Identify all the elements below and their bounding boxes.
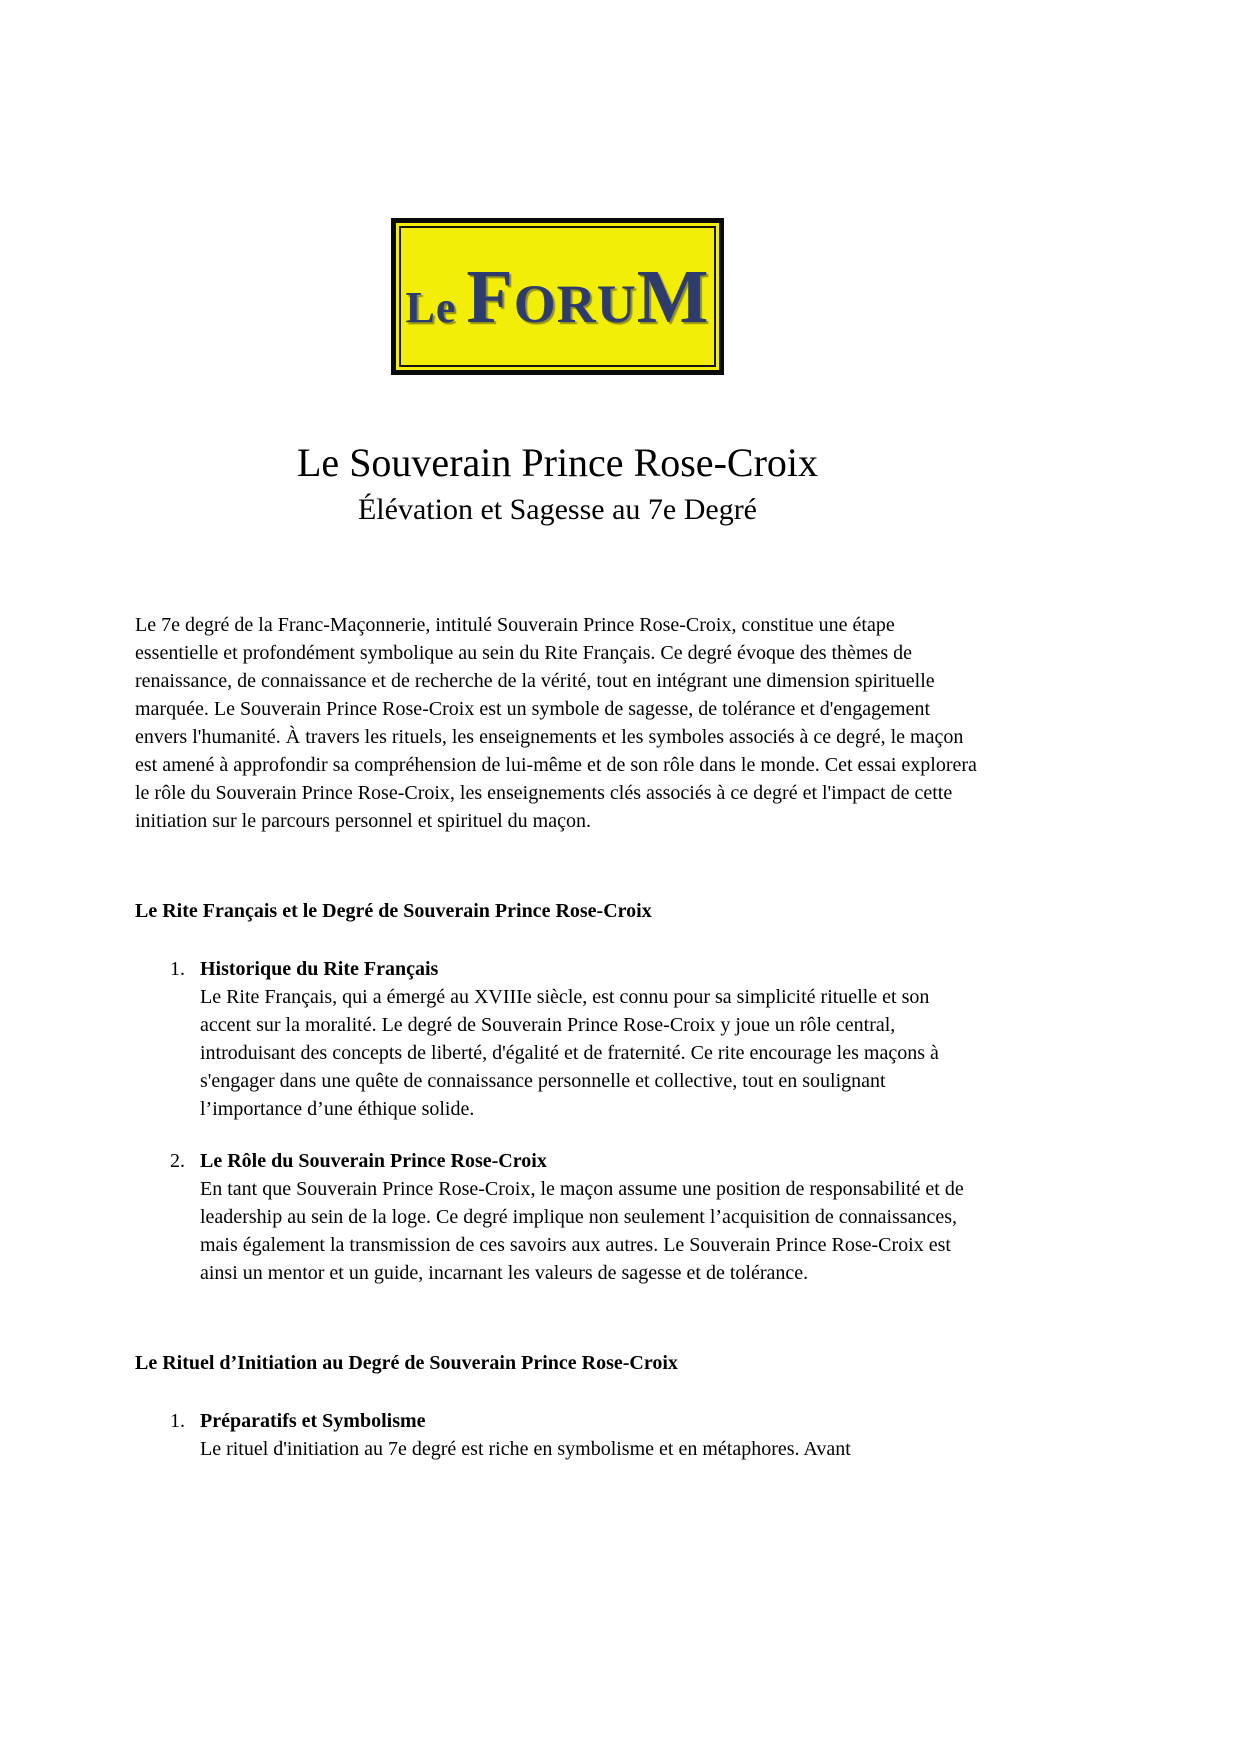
section-heading-rite-francais: Le Rite Français et le Degré de Souverain Prince Rose-Croix [135,899,652,922]
logo-letter-m: M [636,254,710,339]
item-body: Le rituel d'initiation au 7e degré est riche en symbolisme et en métaphores. Avant [200,1437,851,1460]
document-subtitle: Élévation et Sagesse au 7e Degré [357,493,757,526]
section-heading-rituel-initiation: Le Rituel d’Initiation au Degré de Souverain Prince Rose-Croix [135,1351,678,1374]
list-item [135,955,980,1123]
item-number: 1. [170,1409,185,1432]
item-title: Préparatifs et Symbolisme [200,1409,426,1432]
le-forum-logo-text [405,254,710,339]
le-forum-logo-frame [399,226,716,367]
numbered-list-1 [135,955,980,1287]
logo-letter-f: F [466,254,514,339]
intro-paragraph: Le 7e degré de la Franc-Maçonnerie, intitulé Souverain Prince Rose-Croix, constitue une étape essentielle et profondément symbolique au sein du Rite Français. Ce degré évoque des thèmes de renaissance, de connaissance et de recherche de la vérité, tout en intégrant une dimension spirituelle marquée. Le Souverain Prince Rose-Croix est un symbole de sagesse, de tolérance et d'engagement envers l'humanité. À travers les rituels, les enseignements et les symboles associés à ce degré, le maçon est amené à approfondir sa compréhension de lui-même et de son rôle dans le monde. Cet essai explorera le rôle du Souverain Prince Rose-Croix, les enseignements clés associés à ce degré et l'impact de cette initiation sur le parcours personnel et spirituel du maçon. [135,613,977,832]
item-body: Le Rite Français, qui a émergé au XVIIIe siècle, est connu pour sa simplicité rituelle et son accent sur la moralité. Le degré de Souverain Prince Rose-Croix y joue un rôle central, introduisant des concepts de liberté, d'égalité et de fraternité. Ce rite encourage les maçons à s'engager dans une quête de connaissance personnelle et collective, tout en soulignant l’importance d’une éthique solide. [200,985,939,1120]
numbered-list-2 [135,1407,980,1463]
item-body: En tant que Souverain Prince Rose-Croix, le maçon assume une position de responsabilité et de leadership au sein de la loge. Ce degré implique non seulement l’acquisition de connaissances, mais également la transmission de ces savoirs aux autres. Le Souverain Prince Rose-Croix est ainsi un mentor et un guide, incarnant les valeurs de sagesse et de tolérance. [200,1177,964,1284]
list-item [135,1407,980,1463]
item-number: 2. [170,1149,185,1172]
logo-word-le: Le [405,282,457,332]
logo-letters-oru: ORU [513,273,637,334]
item-title: Le Rôle du Souverain Prince Rose-Croix [200,1149,547,1172]
item-title: Historique du Rite Français [200,957,439,980]
item-number: 1. [170,957,185,980]
list-item [135,1147,980,1287]
le-forum-logo [391,218,724,375]
document-title: Le Souverain Prince Rose-Croix [297,440,818,485]
